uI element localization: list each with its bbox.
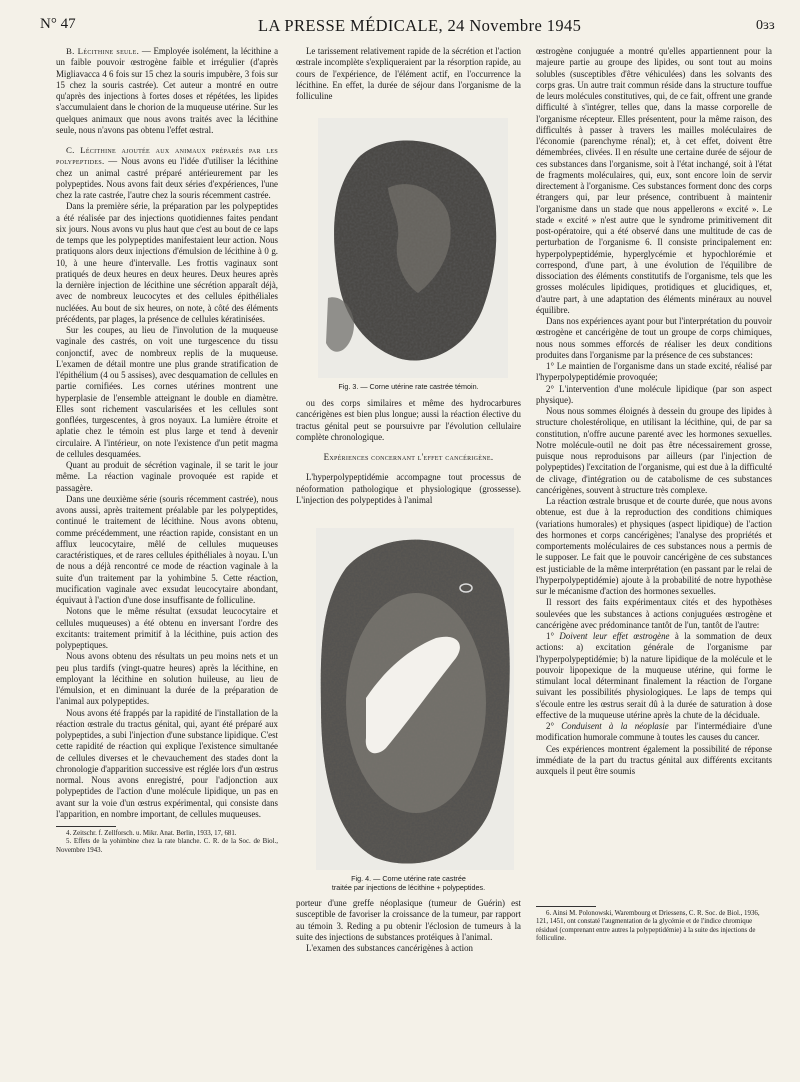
- paragraph: L'hyperpolypeptidémie accompagne tout processus de néoformation pathologique et physiologique (grossesse). L'injection des polypeptides à l'animal: [296, 472, 521, 505]
- paragraph: Nous avons obtenu des résultats un peu moins nets et un peu plus tardifs (vingt-quatre heures) après la lécithine, en employant la lécithine en solution huileuse, au lieu de l'émulsion, et en diminuant la durée de la préparation de l'animal aux polypeptides.: [56, 651, 278, 707]
- paragraph: Nous nous sommes éloignés à dessein du groupe des lipides à structure cholestérolique, en utilisant la lécithine, qui, de par sa constitution, n'offre aucune parenté avec les hormones sexuelles. Notre molécule-outil ne doit pas être nécessairement grosse, puisque nous reproduisons par ailleurs (par l'injection de polypeptides) l'excitation de l'organisme, qui est due à la difficulté de clivage, d'intégration ou de catabolisme de ces substances cancérigènes, souvent à structure très complexe.: [536, 406, 772, 495]
- paragraph: 2° L'intervention d'une molécule lipidique (par son aspect physique).: [536, 383, 772, 405]
- footnote-6: 6. Ainsi M. Polonowski, Warembourg et Driessens, C. R. Soc. de Biol., 1936, 121, 1451, ont constaté l'augmentation de la glycémie et de l'indice chromique résiduel (comprenant entre autres la polypeptidémie) à la suite des injections de folliculine.: [536, 910, 760, 943]
- column-3-footnotes: [536, 900, 772, 944]
- paragraph: Le tarissement relativement rapide de la sécrétion et l'action œstrale incomplète s'expliqueraient par la résorption rapide, au cours de l'expérience, de l'élément actif, en l'occurrence la lécithine. En effet, la durée de séjour dans l'organisme de la folliculine: [296, 46, 521, 101]
- paragraph: Nous avons été frappés par la rapidité de l'installation de la réaction œstrale du tractus génital, qui, ayant été préparé aux polypeptides, a subi l'injection d'une substance lipidique. C'est cette rapidité de réaction qui explique l'existence simultanée de cellules diverses et le chevauchement des stades dont la chronologie d'apparition successive est réglée lors d'un œstrus normal. Nous avons enregistré, pour l'adjonction aux polypeptides de l'action d'une molécule lipidique, un pas en avant sur la voie d'un œstrus expérimental, qui consiste dans l'apparition, en nombre important, de cellules muqueuses.: [56, 707, 278, 819]
- paragraph: [536, 721, 772, 744]
- column-2-bottom: [296, 898, 521, 1058]
- figure-3-caption: Fig. 3. — Corne utérine rate castrée témoin.: [338, 382, 479, 391]
- footnote-4: 4. Zeitschr. f. Zellforsch. u. Mikr. Anat. Berlin, 1933, 17, 681.: [66, 830, 237, 837]
- section-c-heading: C. Lécithine ajoutée aux animaux préparés par les polypeptides.: [56, 145, 278, 167]
- page-number: 0ɜɜ: [756, 18, 775, 33]
- section-heading-cancer: Expériences concernant l'effet cancérigène.: [323, 452, 494, 462]
- column-3: [536, 46, 772, 886]
- footnote-separator: [536, 906, 596, 907]
- paragraph: 1° Le maintien de l'organisme dans un stade excité, réalisé par l'hyperpolypeptidémie provoquée;: [536, 361, 772, 383]
- list-text: à la sommation de deux actions: a) excitation générale de l'organisme par l'hyperpolypeptidémie; b) la nature lipidique de la molécule et le pouvoir lipopexique de la muqueuse utérine, qui forme le stimulant local déterminant finalement la réaction de l'organe suivant les possibilités physiologiques. Le laps de temps qui s'écoule entre les œstrus serait dû à la durée de saturation à dose effective de la muqueuse utérine après la chute de la déciduale.: [536, 631, 772, 720]
- section-b-text: — Employée isolément, la lécithine a un faible pouvoir œstrogène faible et irrégulier (d'après Migliavacca 4 6 fois sur 15 chez la souris impubère, 3 fois sur 15 chez la souris castrée). Cet auteur a montré en outre qu'après des injections à fortes doses et répétées, les lipides s'accumulaient dans le chorion de la muqueuse utérine. Sur les quelques animaux que nous avons traités avec la lécithine seule, nous n'avons pas obtenu l'effet œstral.: [56, 46, 278, 135]
- section-b-heading: B. Lécithine seule.: [66, 46, 140, 56]
- paragraph: ou des corps similaires et même des hydrocarbures cancérigènes est bien plus longue; aussi la réaction élective du tractus génital peut se poursuivre par l'évolution cellulaire complète chronologique.: [296, 398, 521, 442]
- column-2-middle: [296, 398, 521, 528]
- column-1: [56, 46, 278, 1046]
- list-number: 2°: [546, 721, 562, 731]
- figure-4-caption: [296, 874, 521, 892]
- paragraph: Dans une deuxième série (souris récemment castrée), nous avons aussi, après traitement préalable par les polypeptides, continué le traitement de lécithine. Nous avons obtenu, comme précédemment, une réaction rapide, consistant en un afflux leucocytaire, mêlé de cellules muqueuses caractéristiques, et de rares cellules épithéliales à noyau. L'un de nous a déjà rencontré ce mode de réaction vaginale à la suite d'un traitement par la yohimbine 5. Cette réaction, mucification vaginale avec exsudat leucocytaire abondant, équivaut à l'action d'une dose insuffisante de folliculine.: [56, 493, 278, 605]
- paragraph: Notons que le même résultat (exsudat leucocytaire et cellules muqueuses) a été obtenu en inversant l'ordre des excitants: traitement primitif à la lécithine, puis action des polypeptiques.: [56, 606, 278, 650]
- figure-4-caption-line-1: Fig. 4. — Corne utérine rate castrée: [351, 874, 466, 883]
- page-header: [0, 4, 800, 34]
- paragraph: Sur les coupes, au lieu de l'involution de la muqueuse vaginale des castrés, on voit une turgescence du tissu conjonctif, avec de nombreux replis de la muqueuse. L'examen de détail montre une plus grande stratification de l'épithélium (4 ou 5 assises), avec desquamation de cellules en partie cornifiées. Les cornes utérines montrent une hyperplasie de l'ensemble atteignant le double en diamètre. Elles sont richement vascularisées et les cellules sont gonflées, turgescentes, à gros noyaux. La lumière étroite et aplatie chez le témoin est plus large et tend à devenir circulaire. A l'intérieur, on note l'existence d'un petit magma de cellules desquamées.: [56, 325, 278, 459]
- paragraph: Dans la première série, la préparation par les polypeptides a été réalisée par des injections quotidiennes faites pendant six jours. Nous avons vu plus haut que c'est au bout de ce laps de temps que les polypeptides manifestaient leur action. Nous pratiquons alors deux injections d'émulsion de lécithine à 0 g. 10, à une heure d'intervalle. Les frottis vaginaux sont pratiqués de deux heures en deux heures. Deux heures après la dernière injection de lécithine une sécrétion apparaît déjà, avec de nombreux leucocytes et des cellules épithéliales nucléées. Au bout de six heures, on note, à côté des éléments précédents, par plages, la présence de cellules kératinisées.: [56, 201, 278, 324]
- figure-4-micrograph: [316, 528, 514, 870]
- paragraph: Dans nos expériences ayant pour but l'interprétation du pouvoir œstrogène et cancérigène de tout un groupe de corps chimiques, nous nous sommes efforcés de réaliser les deux conditions produites dans l'organisme par la présence de ces substances:: [536, 316, 772, 360]
- list-text: par l'intermédiaire d'une modification humorale commune à toutes les causes du cancer.: [536, 721, 772, 743]
- footnote-5: 5. Effets de la yohimbine chez la rate blanche. C. R. de la Soc. de Biol., Novembre 1943.: [56, 838, 278, 854]
- paragraph: porteur d'une greffe néoplasique (tumeur de Guérin) est susceptible de favoriser la croissance de la tumeur, par rapport au témoin 3. Reding a pu obtenir l'éclosion de tumeurs à la suite des injections de substances protéiques à l'animal.: [296, 898, 521, 942]
- footnote-separator: [56, 826, 116, 827]
- paragraph: La réaction œstrale brusque et de courte durée, que nous avons obtenue, est due à la reproduction des conditions chimiques (variations humorales) et physiques (aspect lipidique) de l'action des hormones et corps cancérigènes; l'analyse des propriétés et comportements moléculaires de ces substances nous a permis de le supposer. Le fait que le pouvoir cancérigène de ces substances est justiciable de la même interprétation (en passant par le relai de l'hyperpolypeptidémie) ajoute à la probabilité de notre hypothèse sur le mécanisme d'action des hormones sexuelles.: [536, 496, 772, 596]
- paragraph: Il ressort des faits expérimentaux cités et des hypothèses soulevées que les substances à actions conjuguées œstrogène et cancérigène avec prédominance tantôt de l'un, tantôt de l'autre:: [536, 597, 772, 630]
- section-c-text: — Nous avons eu l'idée d'utiliser la lécithine chez un animal castré préparé antérieurement par les polypeptides. Nous avons fait deux séries d'expériences, l'une chez la rate castrée, l'autre chez la souris récemment castrée.: [56, 156, 278, 200]
- issue-number: N° 47: [40, 16, 76, 32]
- paragraph: Ces expériences montrent également la possibilité de réponse immédiate de la part du tractus génital aux différents excitants auxquels il peut être soumis: [536, 743, 772, 776]
- list-number: 1°: [546, 631, 560, 641]
- paragraph: [536, 631, 772, 721]
- paragraph: Quant au produit de sécrétion vaginale, il se tarit le jour même. La réaction vaginale provoquée est rapide et passagère.: [56, 460, 278, 493]
- emphasis: Doivent leur effet œstrogène: [559, 631, 670, 641]
- paragraph: L'examen des substances cancérigènes à action: [306, 943, 473, 953]
- journal-title: LA PRESSE MÉDICALE, 24 Novembre 1945: [258, 16, 582, 35]
- column-2-top: [296, 46, 521, 116]
- emphasis: Conduisent à la néoplasie: [561, 721, 669, 731]
- figure-3-micrograph: [318, 118, 508, 378]
- paragraph: œstrogène conjuguée a montré qu'elles appartiennent pour la majeure partie au groupe des lipides, ou sont tout au moins solubles (susceptibles d'être véhiculées) dans les solvants des corps gras. Un autre trait commun réside dans la structure touffue de leurs molécules constitutives, qui, de ce fait, offrent une grande difficulté à s'intégrer, telles que, dans la masse corporelle de l'organisme récepteur. Elles présentent, pour la même raison, des difficultés à passer à travers les mailles moléculaires de l'économie (parenchyme rénal); et, à cet effet, doivent être démembrées, clivées. Il en résulte une certaine durée de séjour de ces substances dans l'organisme, soit à l'état inchangé, soit à l'état de fragments moléculaires, qui, eux, sont encore loin de servir directement à l'organisme. Ces substances forment donc des corps étrangers qui, par leur présence, contribuent à maintenir l'organisme dans un stade que nous appellerons « excité ». Le stade « excité » n'est autre que le syndrome primitivement dit post-opératoire, qui a été observé dans une multitude de cas de perturbation de l'organisme 6. Il consiste principalement en: hyperpolypeptidémie, hyperglycémie et hypochlorémie et correspond, d'une part, à une évolution de l'équilibre de dissociation des éléments constitutifs de l'organisme, tels que les grosses molécules lipidiques, protidiques et glucidiques, et, d'autre part, à une adaptation des éléments minéraux au nouvel équilibre.: [536, 46, 772, 315]
- figure-4-caption-line-2: traitée par injections de lécithine + polypeptides.: [331, 883, 486, 892]
